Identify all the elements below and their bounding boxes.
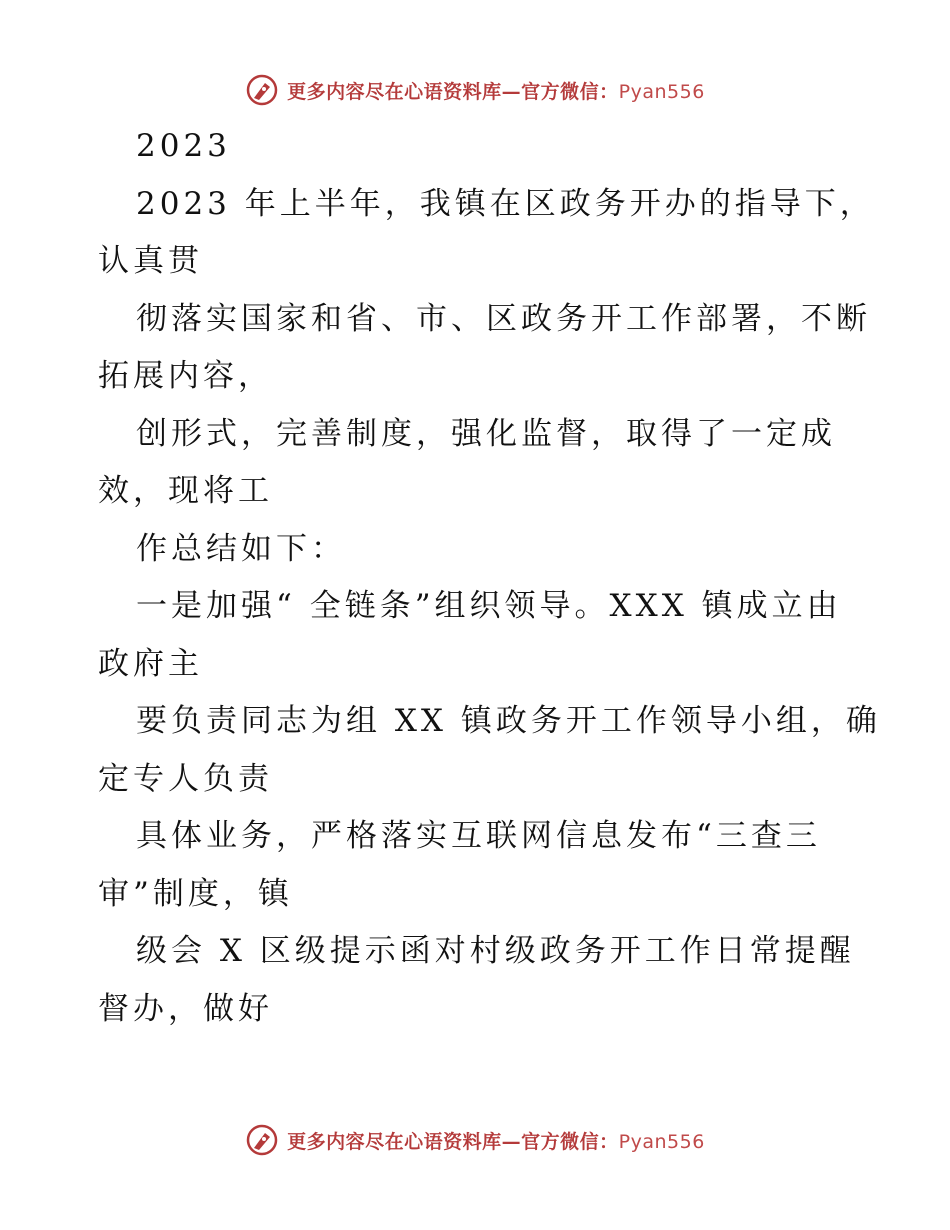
text-line: 级会 X 区级提示函对村级政务开工作日常提醒: [136, 933, 855, 969]
text-line: 认真贯: [98, 243, 203, 279]
watermark-text: [287, 77, 705, 104]
watermark-wechat-id: Pyan556: [618, 80, 705, 103]
watermark-caption: 更多内容尽在心语资料库—官方微信：: [287, 1130, 619, 1153]
text-line: 创形式，完善制度，强化监督，取得了一定成: [136, 415, 836, 452]
text-line: 作总结如下：: [136, 530, 346, 567]
document-body: [98, 118, 881, 1038]
text-line: 要负责同志为组 XX 镇政务开工作领导小组，确: [136, 703, 881, 739]
watermark-caption: 更多内容尽在心语资料库—官方微信：: [287, 80, 619, 103]
footer-watermark: [0, 1120, 950, 1160]
watermark-wechat-id: Pyan556: [618, 1130, 705, 1153]
text-line: 审”制度，镇: [98, 875, 293, 912]
header-watermark: [0, 70, 950, 110]
text-line: 一是加强“ 全链条”组织领导。XXX 镇成立由: [136, 588, 842, 624]
text-line: 2023: [136, 128, 231, 164]
text-line: 效，现将工: [98, 473, 273, 509]
text-line: 2023 年上半年，我镇在区政务开办的指导下，: [136, 185, 875, 222]
watermark-text: [287, 1127, 705, 1154]
text-line: 定专人负责: [98, 760, 273, 797]
text-line: 拓展内容，: [98, 358, 273, 394]
pen-nib-logo-icon: [245, 1123, 279, 1157]
text-line: 督办，做好: [98, 990, 273, 1027]
text-line: 具体业务，严格落实互联网信息发布“三查三: [136, 818, 821, 854]
pen-nib-logo-icon: [245, 73, 279, 107]
text-line: 政府主: [98, 645, 203, 682]
text-line: 彻落实国家和省、市、区政务开工作部署，不断: [136, 300, 871, 337]
